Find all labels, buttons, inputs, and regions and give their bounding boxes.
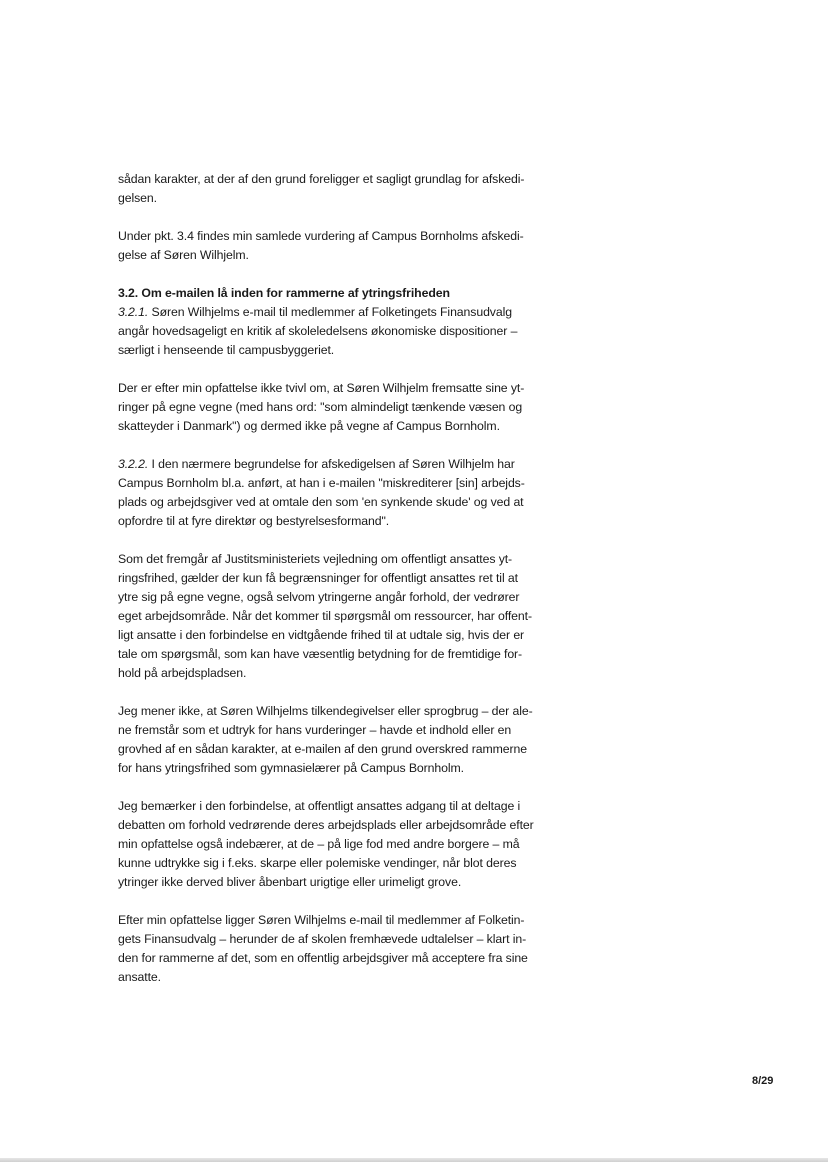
text-line: hold på arbejdspladsen. [118,666,247,680]
text-fragment: I den nærmere begrundelse for afskedigelsen af Søren Wilhjelm har [148,457,515,471]
text-line: Campus Bornholm bl.a. anført, at han i e-mailen "miskrediterer [sin] arbejds- [118,476,525,490]
text-line: ytre sig på egne vegne, også selvom ytringerne angår forhold, der vedrører [118,590,520,604]
scan-edge-divider [0,1158,828,1162]
text-line: særligt i henseende til campusbyggeriet. [118,343,335,357]
text-line: Som det fremgår af Justitsministeriets vejledning om offentligt ansattes yt- [118,552,513,566]
text-line: ytringer ikke derved bliver åbenbart urigtige eller urimeligt grove. [118,875,462,889]
text-line: ne fremstår som et udtryk for hans vurderinger – havde et indhold eller en [118,723,512,737]
text-line: grovhed af en sådan karakter, at e-mailen af den grund overskred rammerne [118,742,527,756]
paragraph-afskedigelse-grundlag [118,170,580,208]
text-line: Der er efter min opfattelse ikke tvivl om, at Søren Wilhjelm fremsatte sine yt- [118,381,525,395]
text-line: skatteyder i Danmark") og dermed ikke på vegne af Campus Bornholm. [118,419,500,433]
paragraph-samlede-vurdering [118,227,580,265]
text-line: Jeg mener ikke, at Søren Wilhjelms tilkendegivelser eller sprogbrug – der ale- [118,704,533,718]
section-3-2 [118,284,580,360]
text-line: gelse af Søren Wilhjelm. [118,248,249,262]
text-line: ringsfrihed, gælder der kun få begrænsninger for offentligt ansattes ret til at [118,571,518,585]
text-line: debatten om forhold vedrørende deres arbejdsplads eller arbejdsområde efter [118,818,534,832]
page-number: 8/29 [752,1075,774,1087]
text-line: ringer på egne vegne (med hans ord: "som almindeligt tænkende væsen og [118,400,523,414]
paragraph-justitsministeriet [118,550,580,683]
text-line: ligt ansatte i den forbindelse en vidtgående frihed til at udtale sig, hvis der er [118,628,525,642]
text-line: Under pkt. 3.4 findes min samlede vurdering af Campus Bornholms afskedi- [118,229,524,243]
text-fragment: Søren Wilhjelms e-mail til medlemmer af Folketingets Finansudvalg [148,305,512,319]
text-line: tale om spørgsmål, som kan have væsentlig betydning for de fremtidige for- [118,647,523,661]
text-line: gelsen. [118,191,157,205]
text-line: for hans ytringsfrihed som gymnasielærer på Campus Bornholm. [118,761,464,775]
text-line: opfordre til at fyre direktør og bestyrelsesformand". [118,514,390,528]
subsection-number: 3.2.2. [118,457,149,471]
paragraph-jeg-bemaerker [118,797,580,892]
text-line: Efter min opfattelse ligger Søren Wilhjelms e-mail til medlemmer af Folketin- [118,913,525,927]
text-line: den for rammerne af det, som en offentlig arbejdsgiver må acceptere fra sine [118,951,528,965]
subsection-number: 3.2.1. [118,305,149,319]
section-heading: 3.2. Om e-mailen lå inden for rammerne af ytringsfriheden [118,286,450,300]
paragraph-jeg-mener [118,702,580,778]
text-line: kunne udtrykke sig i f.eks. skarpe eller polemiske vendinger, når blot deres [118,856,517,870]
page-body [118,170,580,987]
text-line: min opfattelse også indebærer, at de – på lige fod med andre borgere – må [118,837,520,851]
text-line: Jeg bemærker i den forbindelse, at offentligt ansattes adgang til at deltage i [118,799,521,813]
paragraph-efter-min-opfattelse [118,911,580,987]
subsection-3-2-1-first-line [118,303,580,322]
subsection-3-2-2-first-line [118,455,580,474]
text-line: ansatte. [118,970,161,984]
text-line: plads og arbejdsgiver ved at omtale den som 'en synkende skude' og ved at [118,495,524,509]
subsection-3-2-2 [118,455,580,531]
paragraph-egne-vegne [118,379,580,436]
text-line: angår hovedsageligt en kritik af skoleledelsens økonomiske dispositioner – [118,324,518,338]
text-line: eget arbejdsområde. Når det kommer til spørgsmål om ressourcer, har offent- [118,609,532,623]
text-line: gets Finansudvalg – herunder de af skolen fremhævede udtalelser – klart in- [118,932,527,946]
text-line: sådan karakter, at der af den grund foreligger et sagligt grundlag for afskedi- [118,172,525,186]
